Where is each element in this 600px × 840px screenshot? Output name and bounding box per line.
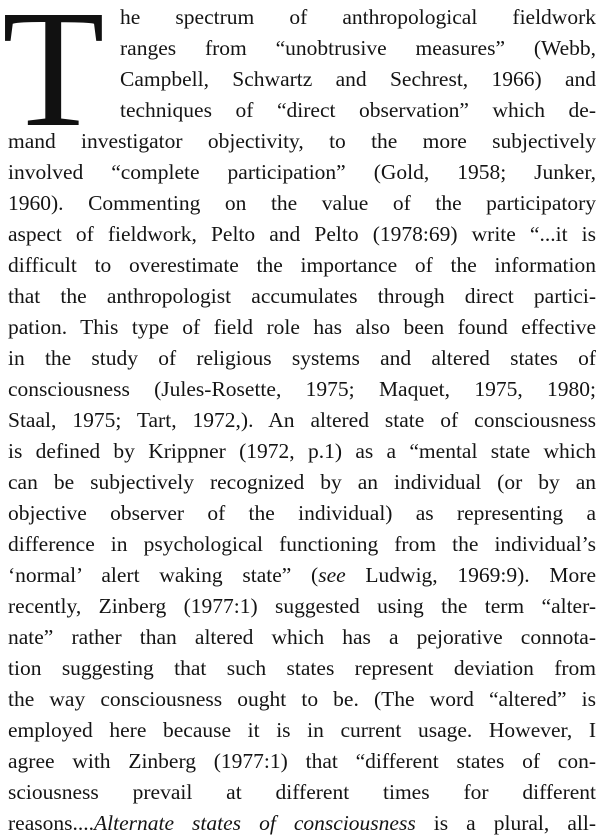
text-line: is defined by Krippner (1972, p.1) as a “mental state which	[8, 439, 596, 463]
text-line: mand investigator objectivity, to the more subjectively	[8, 129, 596, 153]
text-line: he spectrum of anthropological fieldwork	[120, 5, 596, 29]
text-line: agree with Zinberg (1977:1) that “different states of con-	[8, 749, 596, 773]
text-line: can be subjectively recognized by an individual (or by an	[8, 470, 596, 494]
text-line: in the study of religious systems and altered states of	[8, 346, 596, 370]
text-line	[8, 808, 596, 838]
text-line: ranges from “unobtrusive measures” (Webb,	[120, 36, 596, 60]
italic-text: Alternate states of consciousness	[93, 811, 416, 835]
text-line: aspect of fieldwork, Pelto and Pelto (1978:69) write “...it is	[8, 222, 596, 246]
drop-cap: T	[2, 0, 105, 162]
text-line: objective observer of the individual) as representing a	[8, 501, 596, 525]
text-line: that the anthropologist accumulates through direct partici-	[8, 284, 596, 308]
text-line: 1960). Commenting on the value of the participatory	[8, 191, 596, 215]
text-line: tion suggesting that such states represent deviation from	[8, 656, 596, 680]
italic-text: see	[318, 563, 346, 587]
text-segment: reasons....	[8, 811, 94, 835]
text-line: difficult to overestimate the importance of the information	[8, 253, 596, 277]
text-line: pation. This type of field role has also been found effective	[8, 315, 596, 339]
text-line: sciousness prevail at different times for different	[8, 780, 596, 804]
text-line: the way consciousness ought to be. (The word “altered” is	[8, 687, 596, 711]
text-line: techniques of “direct observation” which de-	[120, 98, 596, 122]
text-line: involved “complete participation” (Gold, 1958; Junker,	[8, 160, 596, 184]
text-line: Campbell, Schwartz and Sechrest, 1966) and	[120, 67, 596, 91]
text-line	[8, 560, 596, 590]
text-line: consciousness (Jules-Rosette, 1975; Maquet, 1975, 1980;	[8, 377, 596, 401]
text-segment: Ludwig, 1969:9). More	[345, 563, 596, 587]
text-segment: ‘normal’ alert waking state” (	[8, 563, 319, 587]
text-line: nate” rather than altered which has a pejorative connota-	[8, 625, 596, 649]
text-segment: is a plural, all-	[415, 811, 596, 835]
text-line: recently, Zinberg (1977:1) suggested using the term “alter-	[8, 594, 596, 618]
text-line: Staal, 1975; Tart, 1972,). An altered state of consciousness	[8, 408, 596, 432]
text-line: employed here because it is in current usage. However, I	[8, 718, 596, 742]
text-line: difference in psychological functioning from the individual’s	[8, 532, 596, 556]
